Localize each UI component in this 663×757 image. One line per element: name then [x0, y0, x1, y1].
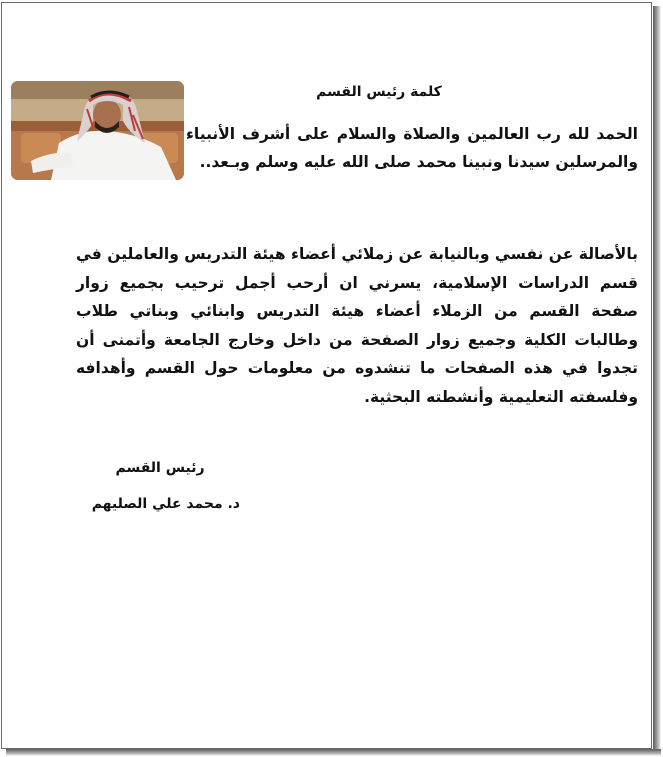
letter-body: بالأصالة عن نفسي وبالنيابة عن زملائي أعضاء هيئة التدريس والعاملين في قسم الدراسات الإسلامية، يسرني ان أرحب أجمل ترحيب بجميع زوار صفحة القسم من الزملاء أعضاء هيئة التدريس وابنائي وبناتي طلاب وطالبات الكلية وجميع زوار الصفحة من داخل وخارج الجامعة وأتمنى أن تجدوا في هذه الصفحات ما تنشدوه من معلومات حول القسم وأهدافه وفلسفته التعليمية وأنشطته البحثية.: [76, 245, 638, 406]
page-shadow-bottom: [6, 749, 661, 756]
signature-title: رئيس القسم: [115, 460, 205, 476]
department-head-photo: [11, 81, 184, 180]
letter-heading: كلمة رئيس القسم: [316, 84, 442, 100]
letter-greeting: الحمد لله رب العالمين والصلاة والسلام على أشرف الأنبياء والمرسلين سيدنا ونبينا محمد صلى الله عليه وسلم وبـعد..: [186, 125, 638, 171]
page-shadow-right: [653, 6, 661, 753]
signature-name: د. محمد علي الصليهم: [91, 496, 240, 512]
